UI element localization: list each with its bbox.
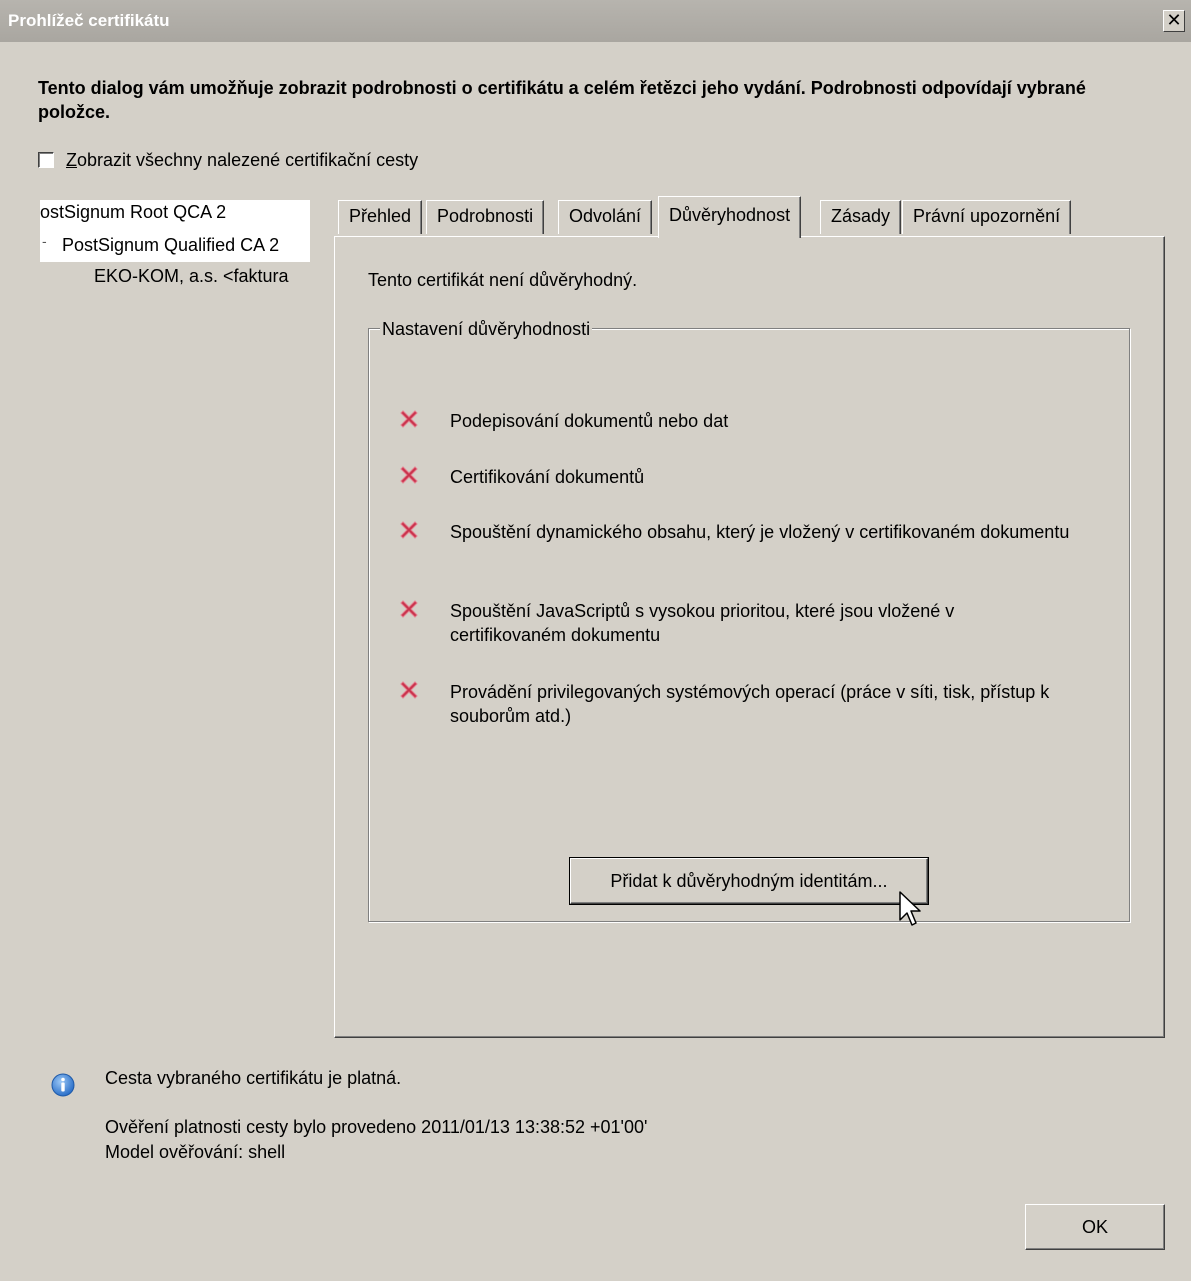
tree-expander-icon[interactable]: - [42, 233, 47, 249]
permission-label: Certifikování dokumentů [450, 467, 645, 487]
tab-pravni-upozorneni[interactable]: Právní upozornění [902, 200, 1071, 234]
mouse-cursor-icon [898, 890, 924, 930]
tab-odvolani[interactable]: Odvolání [558, 200, 652, 234]
show-all-paths-label-rest: obrazit všechny nalezené certifikační cesty [77, 150, 419, 170]
tab-zasady[interactable]: Zásady [820, 200, 901, 234]
show-all-paths-label[interactable] [66, 150, 418, 171]
path-valid-text: Cesta vybraného certifikátu je platná. [105, 1068, 402, 1088]
show-all-paths-checkbox[interactable] [38, 152, 54, 168]
deny-x-icon [398, 408, 420, 430]
trust-settings-legend: Nastavení důvěryhodnosti [382, 319, 591, 339]
deny-x-icon [398, 464, 420, 486]
title-bar [0, 0, 1191, 42]
tab-duveryhodnost[interactable]: Důvěryhodnost [658, 196, 801, 238]
permission-label: Provádění privilegovaných systémových operací (práce v síti, tisk, přístup k souborům atd.) [450, 682, 1050, 726]
validation-time-text: Ověření platnosti cesty bylo provedeno 2011/01/13 13:38:52 +01'00' [105, 1117, 648, 1137]
deny-x-icon [398, 679, 420, 701]
deny-x-icon [398, 519, 420, 541]
permission-label: Podepisování dokumentů nebo dat [450, 411, 729, 431]
permission-label: Spouštění dynamického obsahu, který je vložený v certifikovaném dokumentu [450, 522, 1070, 542]
trust-status-text: Tento certifikát není důvěryhodný. [368, 270, 638, 290]
tree-item-root[interactable]: ostSignum Root QCA 2 [40, 202, 227, 222]
certificate-chain-tree[interactable] [40, 200, 310, 262]
window-title: Prohlížeč certifikátu [8, 11, 170, 30]
permission-label: Spouštění JavaScriptů s vysokou prioritou, které jsou vložené v certifikovaném dokumentu [450, 601, 955, 645]
show-all-paths-mnemonic: Z [66, 150, 77, 170]
info-icon [50, 1072, 76, 1098]
ok-button[interactable]: OK [1025, 1204, 1165, 1250]
close-icon[interactable]: ✕ [1163, 10, 1185, 32]
validation-model-text: Model ověřování: shell [105, 1142, 286, 1162]
deny-x-icon [398, 598, 420, 620]
tab-prehled[interactable]: Přehled [338, 200, 422, 234]
intro-text: Tento dialog vám umožňuje zobrazit podrobnosti o certifikátu a celém řetězci jeho vydání. Podrobnosti odpovídají vybrané položce. [38, 78, 1086, 122]
tree-item-intermediate[interactable]: PostSignum Qualified CA 2 [62, 235, 280, 255]
add-to-trusted-identities-button[interactable]: Přidat k důvěryhodným identitám... [570, 858, 928, 904]
tab-podrobnosti[interactable]: Podrobnosti [426, 200, 544, 234]
tree-item-leaf[interactable]: EKO-KOM, a.s. <faktura [94, 266, 289, 286]
